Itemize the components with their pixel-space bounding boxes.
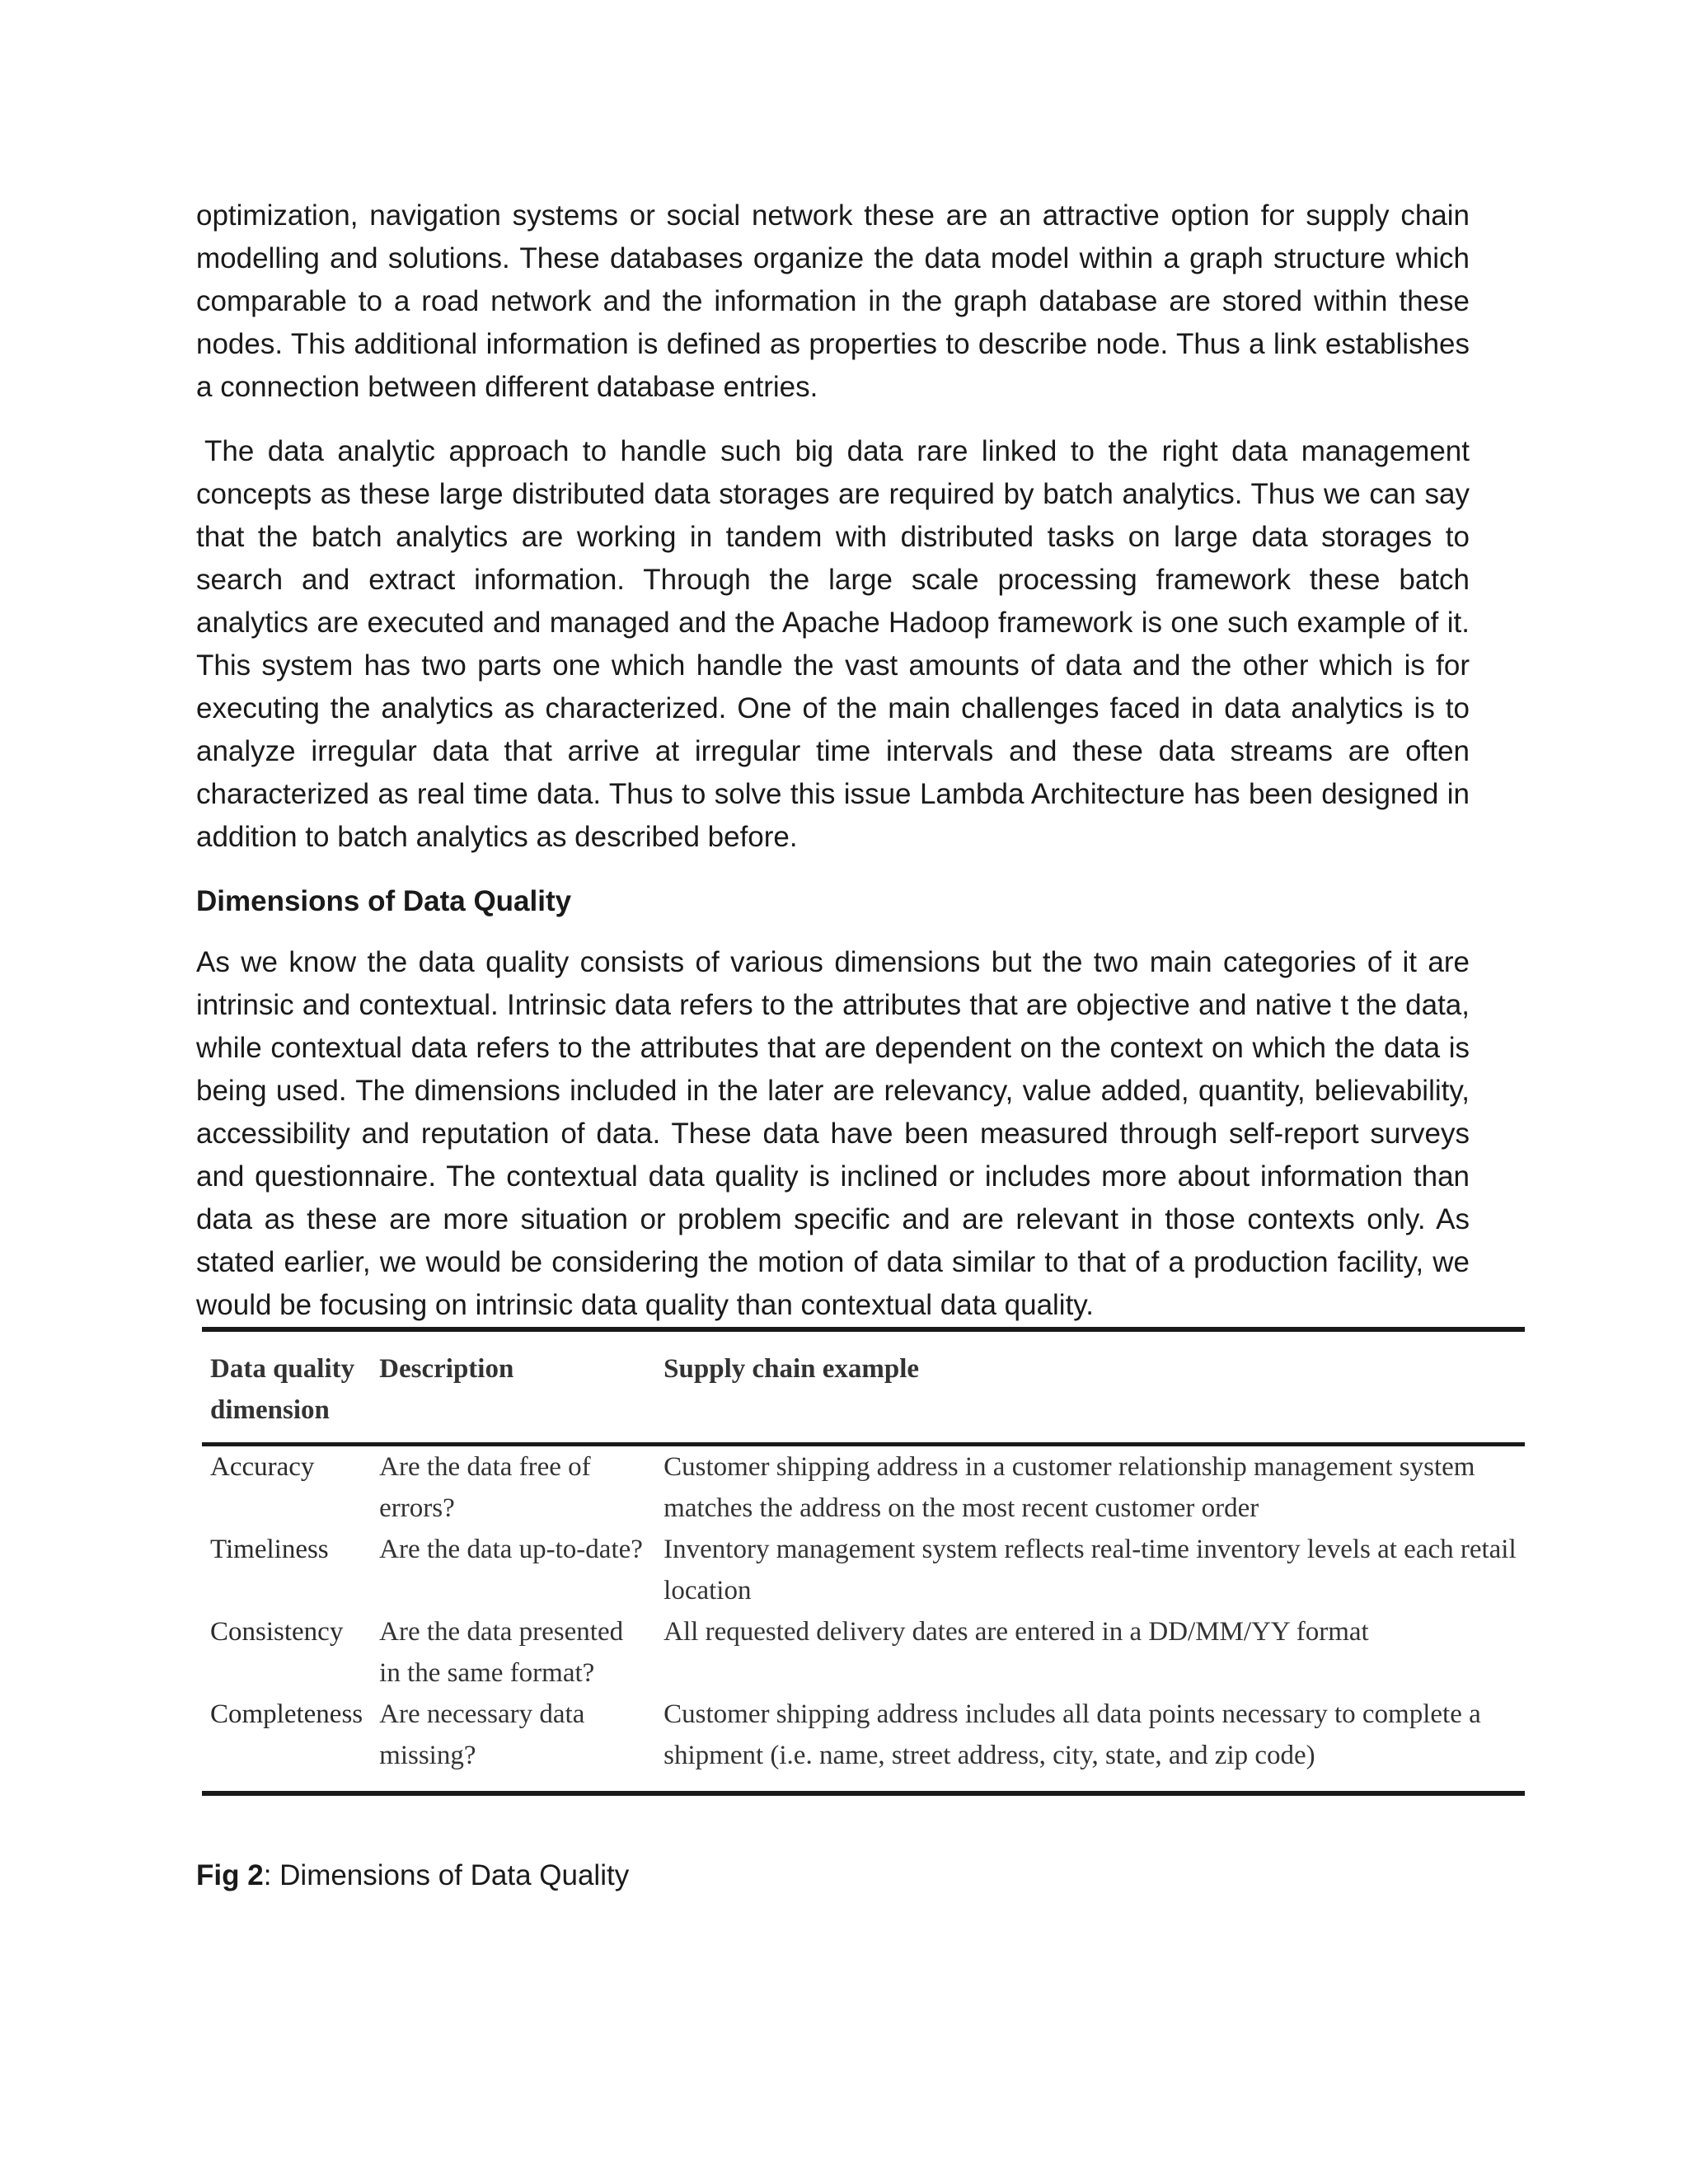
caption-label: Fig 2 — [196, 1859, 264, 1891]
cell-example: All requested delivery dates are entered in a DD/MM/YY format — [663, 1617, 1369, 1647]
cell-example: Customer shipping address in a customer relationship management system matches the address on the most recent customer order — [663, 1452, 1475, 1523]
table-row — [202, 1529, 1525, 1611]
section-heading: Dimensions of Data Quality — [196, 885, 572, 917]
document-body — [196, 194, 1470, 1348]
table-header-row — [202, 1332, 1525, 1442]
figure-caption — [196, 1854, 629, 1897]
table-bottom-rule — [202, 1791, 1525, 1796]
table-row — [202, 1446, 1525, 1529]
cell-example: Inventory management system reflects real-time inventory levels at each retail location — [663, 1535, 1517, 1605]
cell-description: Are the data up-to-date? — [379, 1535, 643, 1564]
cell-dimension: Timeliness — [210, 1535, 329, 1564]
cell-example: Customer shipping address includes all data points necessary to complete a shipment (i.e. name, street address, city, state, and zip code) — [663, 1699, 1481, 1770]
header-dimension: Data quality dimension — [210, 1354, 355, 1425]
table — [202, 1332, 1525, 1791]
table-row — [202, 1694, 1525, 1791]
header-example: Supply chain example — [663, 1354, 920, 1384]
cell-description: Are the data presented in the same format? — [379, 1617, 624, 1688]
cell-description: Are the data free of errors? — [379, 1452, 591, 1523]
cell-dimension: Accuracy — [210, 1452, 315, 1482]
data-quality-table — [202, 1327, 1525, 1796]
cell-dimension: Consistency — [210, 1617, 344, 1647]
paragraph-graph-databases: optimization, navigation systems or social network these are an attractive option for supply chain modelling and solutions. These databases organize the data model within a graph structure which comparable to a road network and the information in the graph database are stored within these nodes. This additional information is defined as properties to describe node. Thus a link establishes a connection between different database entries. — [196, 199, 1470, 403]
table-row — [202, 1611, 1525, 1694]
cell-description: Are necessary data missing? — [379, 1699, 585, 1770]
paragraph-data-quality: As we know the data quality consists of various dimensions but the two main categories of it are intrinsic and contextual. Intrinsic data refers to the attributes that are objective and native t the data, while contextual data refers to the attributes that are dependent on the context on which the data is being used. The dimensions included in the later are relevancy, value added, quantity, believability, accessibility and reputation of data. These data have been measured through self-report surveys and questionnaire. The contextual data quality is inclined or includes more about information than data as these are more situation or problem specific and are relevant in those contexts only. As stated earlier, we would be considering the motion of data similar to that of a production facility, we would be focusing on intrinsic data quality than contextual data quality. — [196, 946, 1470, 1321]
header-description: Description — [379, 1354, 514, 1384]
paragraph-data-analytics: The data analytic approach to handle such big data rare linked to the right data management concepts as these large distributed data storages are required by batch analytics. Thus we can say that the batch analytics are working in tandem with distributed tasks on large data storages to search and extract information. Through the large scale processing framework these batch analytics are executed and managed and the Apache Hadoop framework is one such example of it. This system has two parts one which handle the vast amounts of data and the other which is for executing the analytics as characterized. One of the main challenges faced in data analytics is to analyze irregular data that arrive at irregular time intervals and these data streams are often characterized as real time data. Thus to solve this issue Lambda Architecture has been designed in addition to batch analytics as described before. — [196, 435, 1470, 853]
cell-dimension: Completeness — [210, 1699, 363, 1729]
caption-text: : Dimensions of Data Quality — [263, 1859, 630, 1891]
